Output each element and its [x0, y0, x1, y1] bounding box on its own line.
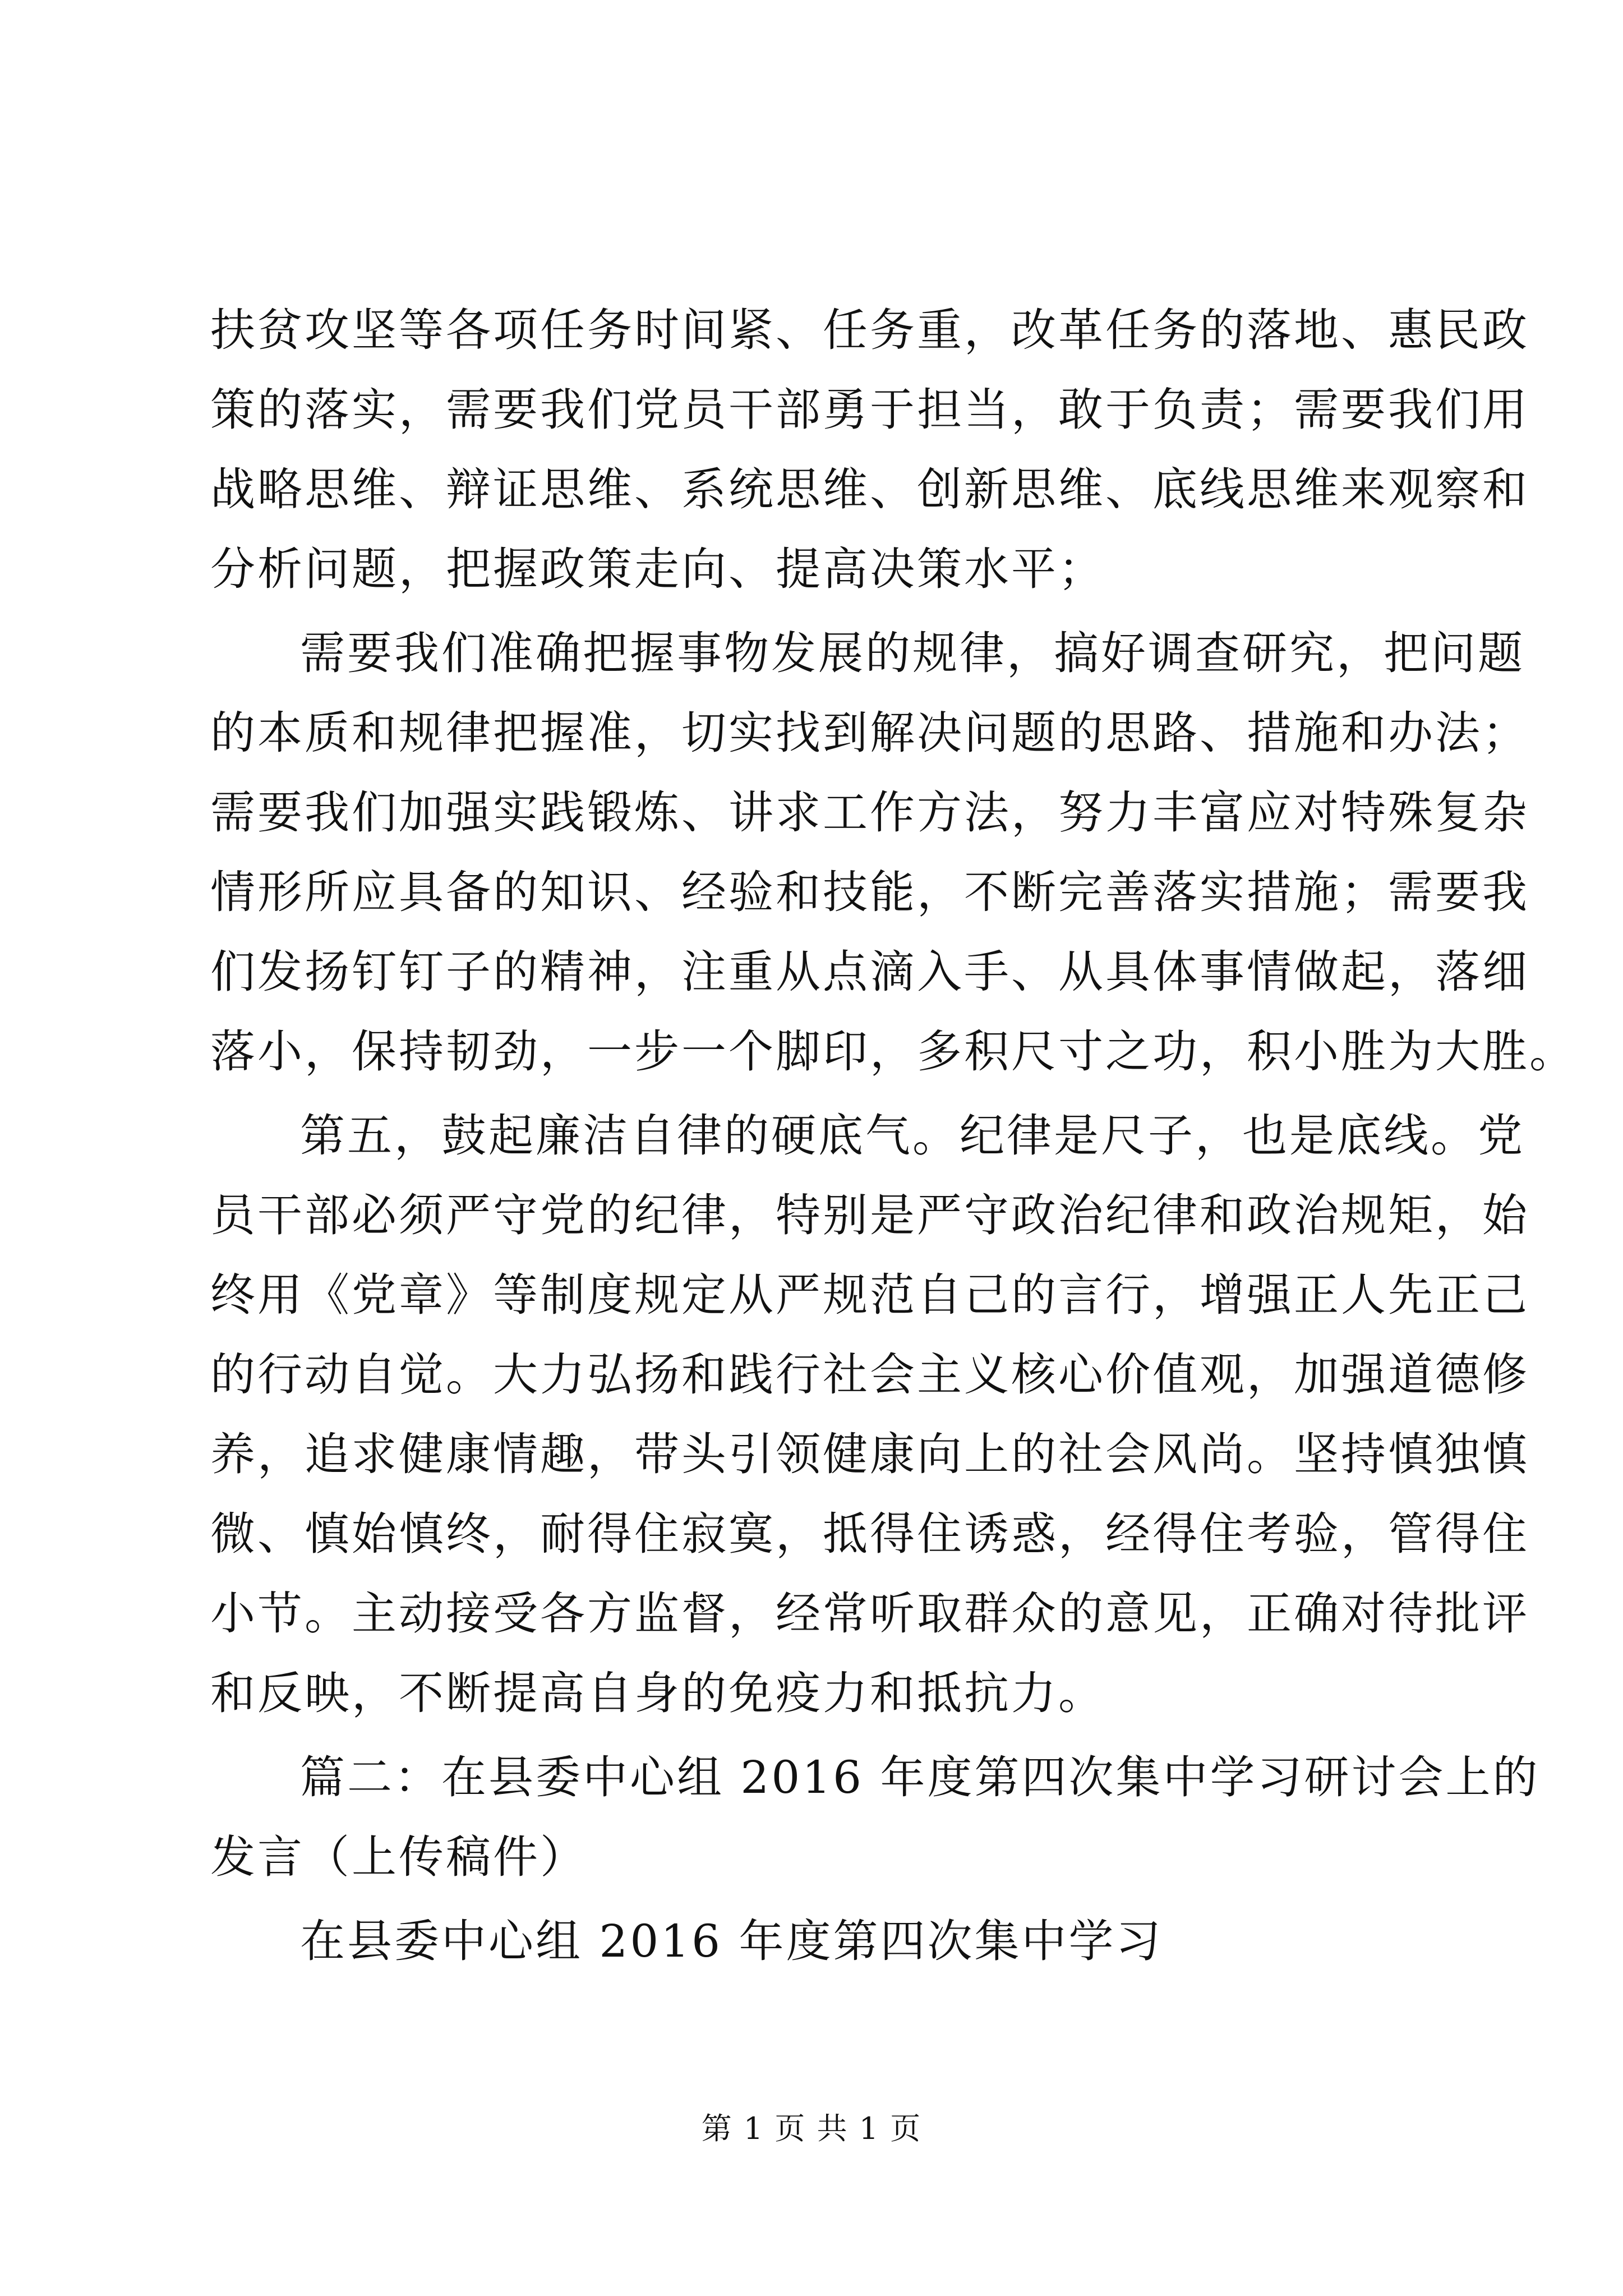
- page-footer: 第 1 页 共 1 页: [701, 2111, 922, 2146]
- text-line: 情形所应具备的知识、经验和技能，不断完善落实措施；需要我: [210, 866, 1529, 918]
- paragraph-1: [210, 291, 1529, 609]
- text-line: 策的落实，需要我们党员干部勇于担当，敢于负责；需要我们用: [210, 384, 1529, 436]
- text-line: 需要我们准确把握事物发展的规律，搞好调查研究，把问题: [300, 627, 1525, 679]
- text-line: 的行动自觉。大力弘扬和践行社会主义核心价值观，加强道德修: [210, 1349, 1529, 1401]
- document-body: [210, 291, 1576, 1981]
- text-line: 小节。主动接受各方监督，经常听取群众的意见，正确对待批评: [210, 1588, 1529, 1640]
- text-line: 养，追求健康情趣，带头引领健康向上的社会风尚。坚持慎独慎: [210, 1428, 1529, 1480]
- paragraph-3: [210, 1096, 1529, 1733]
- text-line: 篇二：在县委中心组 2016 年度第四次集中学习研讨会上的: [300, 1751, 1540, 1803]
- text-line: 员干部必须严守党的纪律，特别是严守政治纪律和政治规矩，始: [210, 1189, 1529, 1241]
- text-line: 和反映，不断提高自身的免疫力和抵抗力。: [210, 1667, 1105, 1719]
- text-line: 战略思维、辩证思维、系统思维、创新思维、底线思维来观察和: [210, 463, 1529, 516]
- paragraph-4-heading: [210, 1738, 1540, 1897]
- text-line: 落小，保持韧劲，一步一个脚印，多积尺寸之功，积小胜为大胜。: [210, 1025, 1576, 1078]
- text-line: 发言（上传稿件）: [210, 1831, 587, 1883]
- text-line: 的本质和规律把握准，切实找到解决问题的思路、措施和办法；: [210, 707, 1529, 759]
- text-line: 分析问题，把握政策走向、提高决策水平；: [210, 543, 1105, 595]
- text-line: 需要我们加强实践锻炼、讲求工作方法，努力丰富应对特殊复杂: [210, 786, 1529, 839]
- text-line: 在县委中心组 2016 年度第四次集中学习: [300, 1915, 1163, 1967]
- text-line: 们发扬钉钉子的精神，注重从点滴入手、从具体事情做起，落细: [210, 946, 1529, 998]
- paragraph-5: [210, 1902, 1427, 1981]
- text-line: 终用《党章》等制度规定从严规范自己的言行，增强正人先正己: [210, 1269, 1529, 1321]
- text-line: 扶贫攻坚等各项任务时间紧、任务重，改革任务的落地、惠民政: [210, 304, 1529, 356]
- text-line: 第五，鼓起廉洁自律的硬底气。纪律是尺子，也是底线。党: [300, 1110, 1525, 1162]
- paragraph-2: [210, 614, 1576, 1092]
- text-line: 微、慎始慎终，耐得住寂寞，抵得住诱惑，经得住考验，管得住: [210, 1508, 1529, 1560]
